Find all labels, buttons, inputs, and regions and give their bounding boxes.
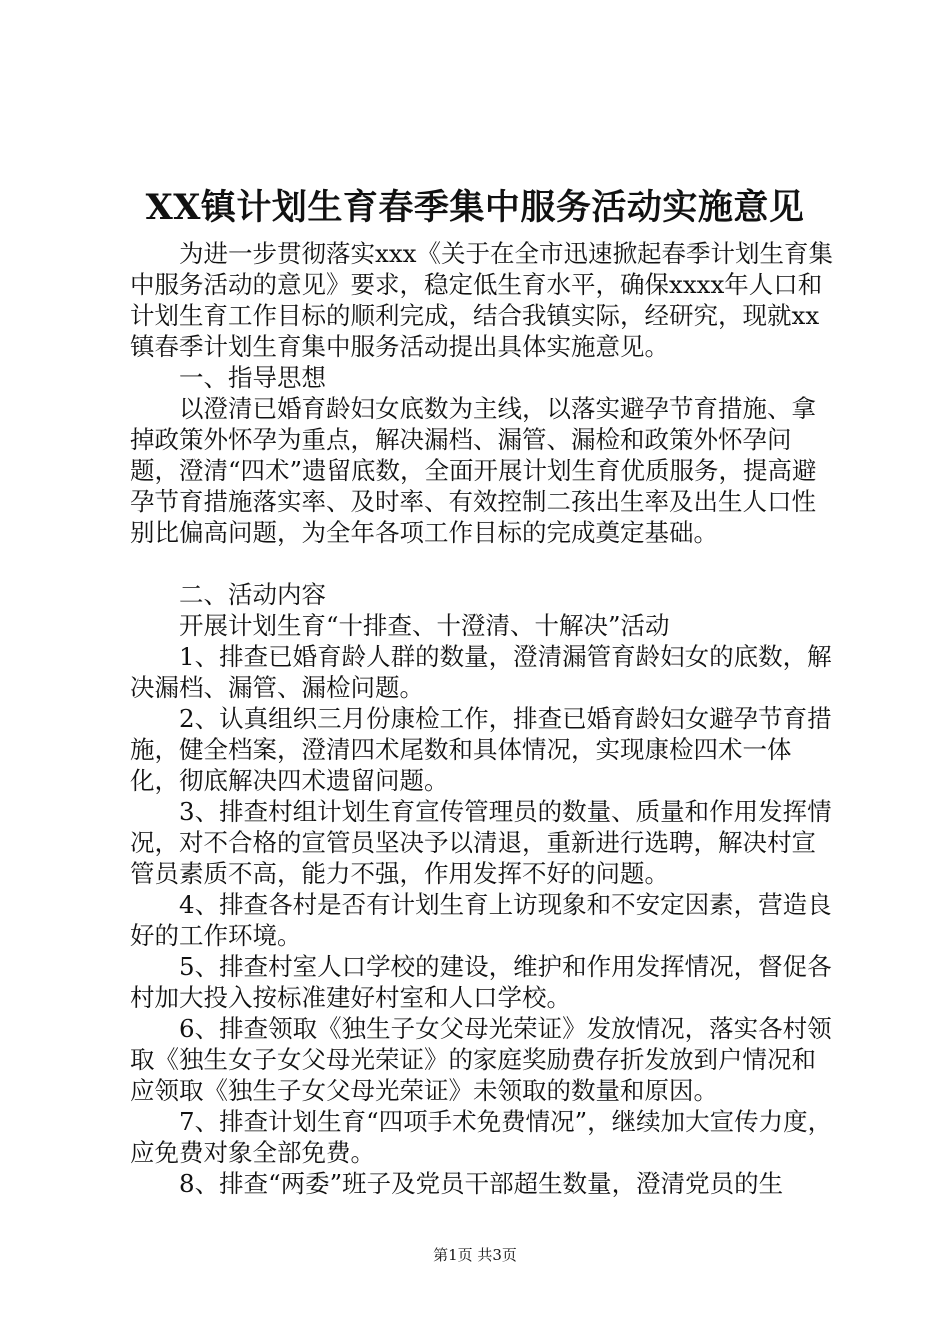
page-footer: 第1页 共3页 xyxy=(433,1246,517,1264)
paragraph-spacer xyxy=(130,548,840,579)
list-item: 5、排查村室人口学校的建设，维护和作用发挥情况，督促各村加大投入按标准建好村室和人口学校。 xyxy=(130,952,832,1012)
activity-lead-paragraph: 开展计划生育“十排查、十澄清、十解决”活动 xyxy=(179,611,670,640)
section-heading-activity-content: 二、活动内容 xyxy=(179,580,326,609)
section-heading-guiding-ideology: 一、指导思想 xyxy=(179,363,326,392)
list-item: 3、排查村组计划生育宣传管理员的数量、质量和作用发挥情况，对不合格的宣管员坚决予以清退，重新进行选聘，解决村宣管员素质不高，能力不强，作用发挥不好的问题。 xyxy=(130,797,832,888)
guiding-ideology-paragraph: 以澄清已婚育龄妇女底数为主线，以落实避孕节育措施、拿掉政策外怀孕为重点，解决漏档、漏管、漏检和政策外怀孕问题，澄清“四术”遗留底数，全面开展计划生育优质服务，提高避孕节育措施落实率、及时率、有效控制二孩出生率及出生人口性别比偏高问题，为全年各项工作目标的完成奠定基础。 xyxy=(130,394,817,547)
list-item: 8、排查“两委”班子及党员干部超生数量，澄清党员的生 xyxy=(179,1169,784,1198)
document-body xyxy=(130,238,840,1199)
intro-paragraph: 为进一步贯彻落实xxx《关于在全市迅速掀起春季计划生育集中服务活动的意见》要求，稳定低生育水平，确保xxxx年人口和计划生育工作目标的顺利完成，结合我镇实际，经研究，现就xx镇春季计划生育集中服务活动提出具体实施意见。 xyxy=(130,239,833,361)
list-item: 2、认真组织三月份康检工作，排查已婚育龄妇女避孕节育措施，健全档案，澄清四术尾数和具体情况，实现康检四术一体化，彻底解决四术遗留问题。 xyxy=(130,704,832,795)
list-item: 6、排查领取《独生子女父母光荣证》发放情况，落实各村领取《独生女子女父母光荣证》的家庭奖励费存折发放到户情况和应领取《独生子女父母光荣证》未领取的数量和原因。 xyxy=(130,1014,832,1105)
document-title: XX镇计划生育春季集中服务活动实施意见 xyxy=(145,187,805,228)
list-item: 4、排查各村是否有计划生育上访现象和不安定因素，营造良好的工作环境。 xyxy=(130,890,832,950)
list-item: 7、排查计划生育“四项手术免费情况”，继续加大宣传力度，应免费对象全部免费。 xyxy=(130,1107,833,1167)
list-item: 1、排查已婚育龄人群的数量，澄清漏管育龄妇女的底数，解决漏档、漏管、漏检问题。 xyxy=(130,642,832,702)
